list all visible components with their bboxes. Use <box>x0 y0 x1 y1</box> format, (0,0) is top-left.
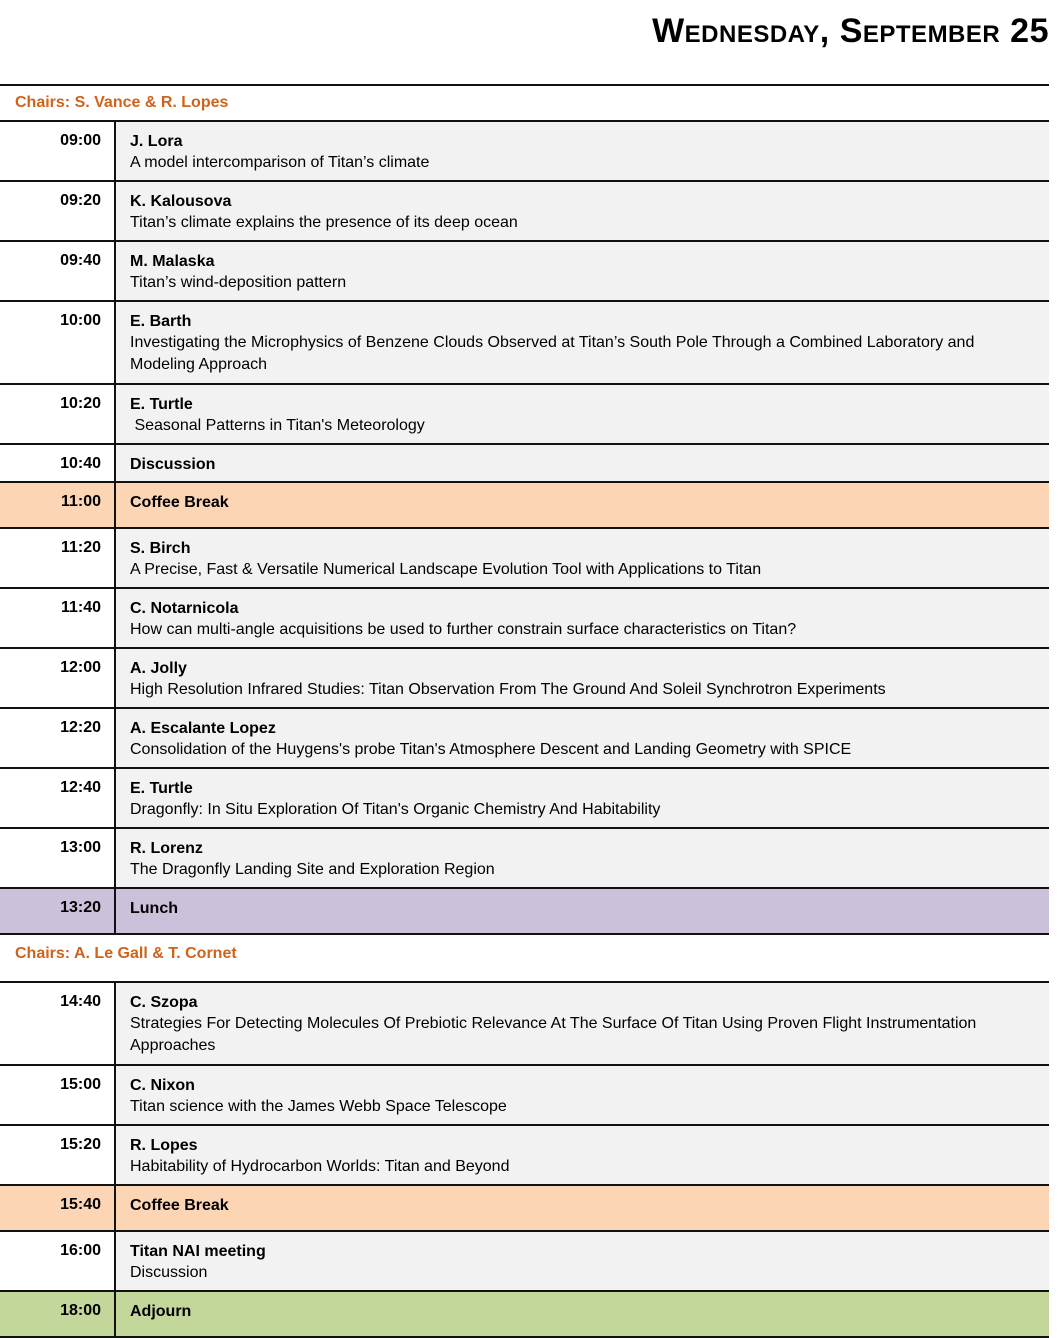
page-title: Wednesday, September 25 <box>652 12 1049 50</box>
schedule-row <box>0 983 1049 1066</box>
schedule-row <box>0 1126 1049 1186</box>
schedule-row <box>0 122 1049 182</box>
schedule-row <box>0 589 1049 649</box>
speaker-name: R. Lopes <box>130 1137 198 1154</box>
speaker-name: E. Turtle <box>130 780 193 797</box>
speaker-name: M. Malaska <box>130 253 215 270</box>
schedule-row <box>0 445 1049 483</box>
row-time: 16:00 <box>0 1232 116 1290</box>
speaker-name: R. Lorenz <box>130 840 203 857</box>
row-content <box>116 529 1049 587</box>
row-content <box>116 649 1049 707</box>
row-content <box>116 709 1049 767</box>
row-time: 15:40 <box>0 1186 116 1230</box>
schedule-row <box>0 649 1049 709</box>
schedule-row <box>0 483 1049 529</box>
talk-title: Dragonfly: In Situ Exploration Of Titan's Organic Chemistry And Habitability <box>130 801 661 818</box>
schedule-table <box>0 84 1049 1338</box>
row-content <box>116 983 1049 1064</box>
row-content <box>116 1292 1049 1336</box>
row-time: 10:40 <box>0 445 116 481</box>
row-content <box>116 385 1049 443</box>
talk-title: Habitability of Hydrocarbon Worlds: Titan and Beyond <box>130 1158 510 1175</box>
speaker-name: A. Escalante Lopez <box>130 720 276 737</box>
schedule-row <box>0 889 1049 935</box>
row-time: 11:20 <box>0 529 116 587</box>
talk-title: Titan science with the James Webb Space Telescope <box>130 1098 507 1115</box>
talk-title: Seasonal Patterns in Titan's Meteorology <box>130 417 425 434</box>
talk-title: Strategies For Detecting Molecules Of Prebiotic Relevance At The Surface Of Titan Using Proven Flight Instrumentation Approaches <box>130 1015 980 1054</box>
speaker-name: E. Barth <box>130 313 192 330</box>
talk-title: Titan’s climate explains the presence of its deep ocean <box>130 214 518 231</box>
speaker-name: Lunch <box>130 900 178 917</box>
speaker-name: K. Kalousova <box>130 193 232 210</box>
schedule-row <box>0 182 1049 242</box>
schedule-row <box>0 1232 1049 1292</box>
row-time: 09:40 <box>0 242 116 300</box>
speaker-name: A. Jolly <box>130 660 187 677</box>
session-chairs: Chairs: A. Le Gall & T. Cornet <box>0 935 1049 983</box>
row-content <box>116 589 1049 647</box>
talk-title: Discussion <box>130 1264 208 1281</box>
talk-title: Titan’s wind-deposition pattern <box>130 274 347 291</box>
row-time: 09:20 <box>0 182 116 240</box>
speaker-name: C. Nixon <box>130 1077 195 1094</box>
speaker-name: Adjourn <box>130 1303 192 1320</box>
row-content <box>116 829 1049 887</box>
row-time: 12:20 <box>0 709 116 767</box>
schedule-row <box>0 769 1049 829</box>
talk-title: The Dragonfly Landing Site and Exploration Region <box>130 861 495 878</box>
schedule-row <box>0 242 1049 302</box>
row-content <box>116 1126 1049 1184</box>
row-time: 09:00 <box>0 122 116 180</box>
talk-title: Consolidation of the Huygens's probe Titan's Atmosphere Descent and Landing Geometry with SPICE <box>130 741 852 758</box>
row-content <box>116 1186 1049 1230</box>
talk-title: Investigating the Microphysics of Benzene Clouds Observed at Titan’s South Pole Through a Combined Laboratory and Modeling Approach <box>130 334 979 373</box>
schedule-row <box>0 529 1049 589</box>
row-content <box>116 889 1049 933</box>
speaker-name: S. Birch <box>130 540 191 557</box>
row-time: 11:40 <box>0 589 116 647</box>
speaker-name: Discussion <box>130 456 216 473</box>
row-time: 18:00 <box>0 1292 116 1336</box>
row-content <box>116 242 1049 300</box>
schedule-row <box>0 1186 1049 1232</box>
talk-title: High Resolution Infrared Studies: Titan Observation From The Ground And Soleil Synchrotron Experiments <box>130 681 886 698</box>
row-content <box>116 769 1049 827</box>
talk-title: A Precise, Fast & Versatile Numerical Landscape Evolution Tool with Applications to Titan <box>130 561 762 578</box>
row-time: 11:00 <box>0 483 116 527</box>
row-content <box>116 445 1049 481</box>
schedule-row <box>0 385 1049 445</box>
row-time: 15:20 <box>0 1126 116 1184</box>
row-time: 12:40 <box>0 769 116 827</box>
row-time: 13:00 <box>0 829 116 887</box>
row-time: 12:00 <box>0 649 116 707</box>
row-time: 10:20 <box>0 385 116 443</box>
schedule-row <box>0 1066 1049 1126</box>
speaker-name: C. Notarnicola <box>130 600 239 617</box>
schedule-row <box>0 302 1049 385</box>
talk-title: How can multi-angle acquisitions be used to further constrain surface characteristics on Titan? <box>130 621 797 638</box>
session-chairs: Chairs: S. Vance & R. Lopes <box>0 86 1049 122</box>
speaker-name: Coffee Break <box>130 1197 229 1214</box>
schedule-row <box>0 829 1049 889</box>
row-content <box>116 182 1049 240</box>
row-content <box>116 1232 1049 1290</box>
row-content <box>116 122 1049 180</box>
row-content <box>116 483 1049 527</box>
row-content <box>116 1066 1049 1124</box>
speaker-name: C. Szopa <box>130 994 198 1011</box>
row-time: 14:40 <box>0 983 116 1064</box>
schedule-row <box>0 1292 1049 1338</box>
speaker-name: Coffee Break <box>130 494 229 511</box>
speaker-name: Titan NAI meeting <box>130 1243 266 1260</box>
row-time: 13:20 <box>0 889 116 933</box>
talk-title: A model intercomparison of Titan’s climate <box>130 154 430 171</box>
row-content <box>116 302 1049 383</box>
speaker-name: J. Lora <box>130 133 183 150</box>
row-time: 15:00 <box>0 1066 116 1124</box>
speaker-name: E. Turtle <box>130 396 193 413</box>
schedule-row <box>0 709 1049 769</box>
row-time: 10:00 <box>0 302 116 383</box>
